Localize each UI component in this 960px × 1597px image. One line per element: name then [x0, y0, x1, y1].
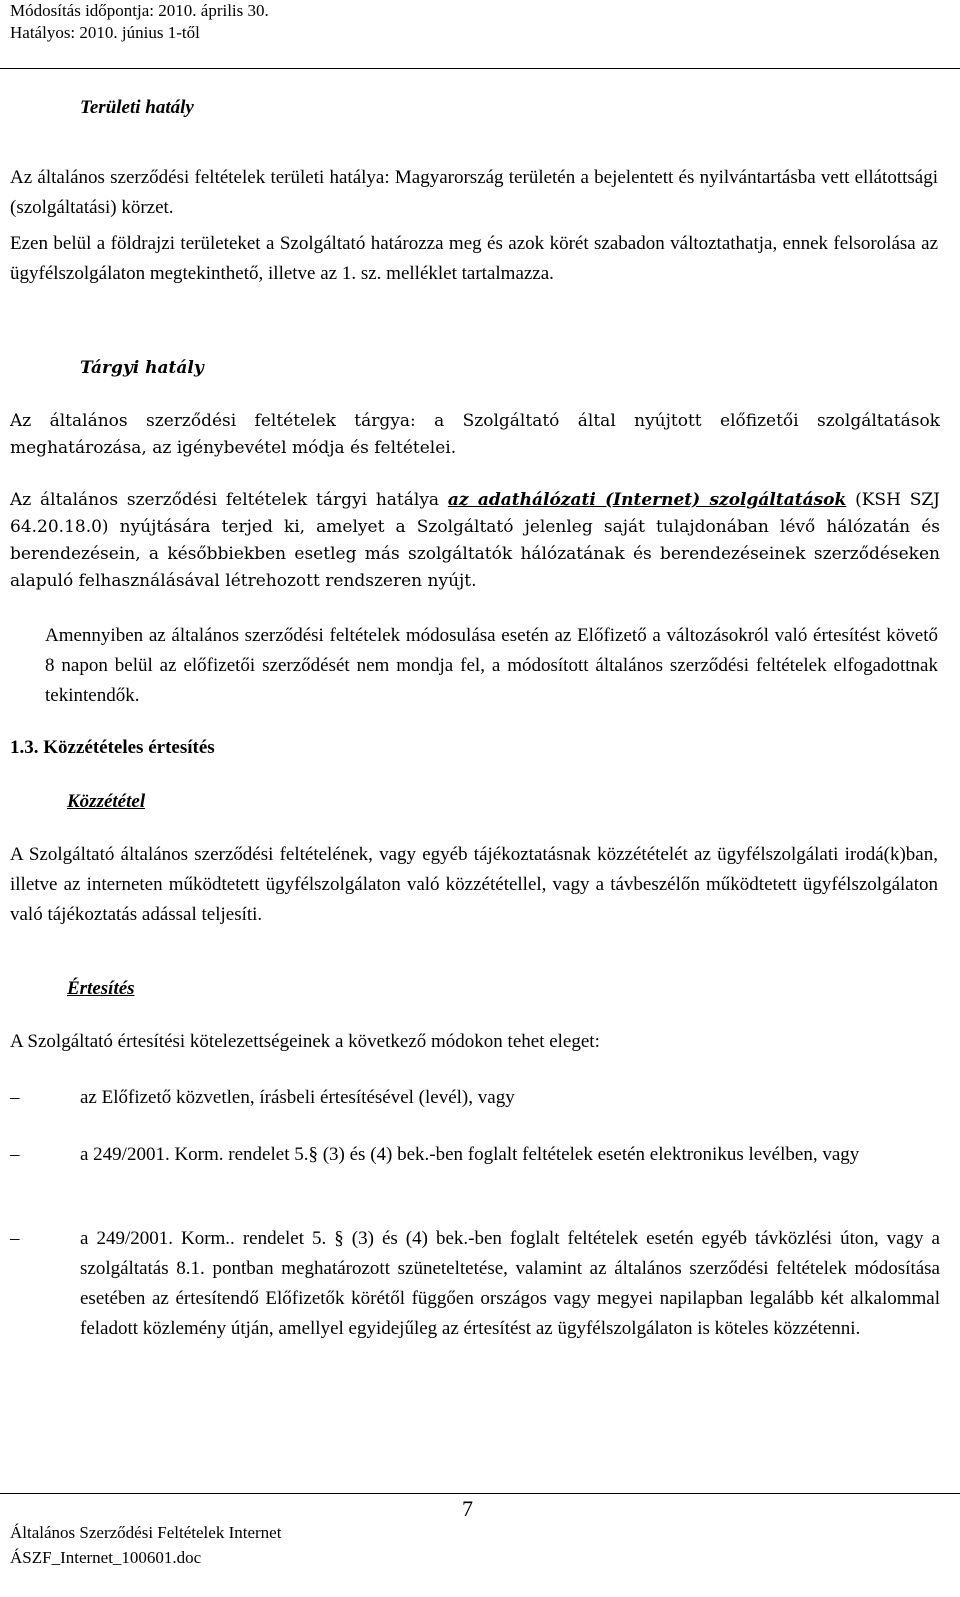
- paragraph-terulet-1: Az általános szerződési feltételek területi hatálya: Magyarország területén a bejelentett és nyilvántartásba vett ellátottsági (szolgáltatási) körzet.: [10, 167, 938, 218]
- section-title-terulet: Területi hatály: [80, 97, 194, 118]
- footer-file-name: ÁSZF_Internet_100601.doc: [10, 1548, 202, 1567]
- paragraph-kozzetetel: A Szolgáltató általános szerződési feltételének, vagy egyéb tájékoztatásnak közzétételét az ügyfélszolgálati irodá(k)ban, illetve az interneten működtetett ügyfélszolgálaton való közzététellel, vagy a távbeszélőn működtetett ügyfélszolgálaton való tájékoztatás adással teljesíti.: [10, 844, 938, 925]
- paragraph-targy-2-post: (KSH SZJ 64.20.18.0) nyújtására terjed ki, amelyet a Szolgáltató jelenleg saját tulajdonában lévő hálózatán és berendezésein, a későbbiekben esetleg más szolgáltatók hálózatának és berendezéseinek szerződéseken alapuló felhasználásával létrehozott rendszeren nyújt.: [10, 490, 940, 591]
- paragraph-ertesites-intro: A Szolgáltató értesítési kötelezettségeinek a következő módokon tehet eleget:: [10, 1031, 600, 1052]
- header-modified-date: Módosítás időpontja: 2010. április 30.: [10, 1, 269, 20]
- subsection-title-kozzetetel: Közzététel: [67, 791, 146, 812]
- header-effective-date: Hatályos: 2010. június 1-től: [10, 23, 200, 42]
- paragraph-terulet-2: Ezen belül a földrajzi területeket a Szolgáltató határozza meg és azok körét szabadon változtathatja, ennek felsorolása az ügyfélszolgálaton megtekinthető, illetve az 1. sz. melléklet tartalmazza.: [10, 233, 938, 284]
- paragraph-targy-1: Az általános szerződési feltételek tárgya: a Szolgáltató által nyújtott előfizetői szolgáltatások meghatározása, az igénybevétel módja és feltételei.: [10, 411, 940, 458]
- internet-services-emphasis: az adathálózati (Internet) szolgáltatások: [447, 490, 847, 510]
- list-item: [10, 1083, 940, 1113]
- subsection-title-ertesites: Értesítés: [67, 978, 135, 999]
- list-item-text: az Előfizető közvetlen, írásbeli értesítésével (levél), vagy: [80, 1087, 515, 1108]
- header-rule: [0, 68, 960, 69]
- list-item-text: a 249/2001. Korm.. rendelet 5. § (3) és (4) bek.-ben foglalt feltételek esetén egyéb távközlési úton, vagy a szolgáltatás 8.1. pontban meghatározott szüneteltetése, valamint az általános szerződési feltételek módosítása esetében az értesítendő Előfizetők körétől függően országos vagy megyei napilapban legalább két alkalommal feladott közlemény útján, amellyel egyidejűleg az értesítést az ügyfélszolgálaton is köteles közzétenni.: [80, 1228, 940, 1339]
- paragraph-targy-2-pre: Az általános szerződési feltételek tárgyi hatálya: [10, 490, 448, 510]
- list-dash: –: [10, 1144, 20, 1165]
- list-item: [10, 1140, 940, 1170]
- section-title-targy: Tárgyi hatály: [80, 358, 204, 378]
- footer-rule: [0, 1493, 960, 1494]
- paragraph-targy-2: [10, 487, 940, 595]
- section-heading-1-3: 1.3. Közzétételes értesítés: [10, 737, 215, 758]
- paragraph-amennyiben: Amennyiben az általános szerződési feltételek módosulása esetén az Előfizető a változásokról való értesítést követő 8 napon belül az előfizetői szerződését nem mondja fel, a módosított általános szerződési feltételek elfogadottnak tekintendők.: [45, 625, 938, 706]
- list-item: [10, 1224, 940, 1344]
- list-item-text: a 249/2001. Korm. rendelet 5.§ (3) és (4) bek.-ben foglalt feltételek esetén elektronikus levélben, vagy: [80, 1144, 860, 1165]
- list-dash: –: [10, 1087, 20, 1108]
- page-number: 7: [462, 1496, 473, 1521]
- footer-document-title: Általános Szerződési Feltételek Internet: [10, 1523, 282, 1542]
- list-dash: –: [10, 1228, 20, 1249]
